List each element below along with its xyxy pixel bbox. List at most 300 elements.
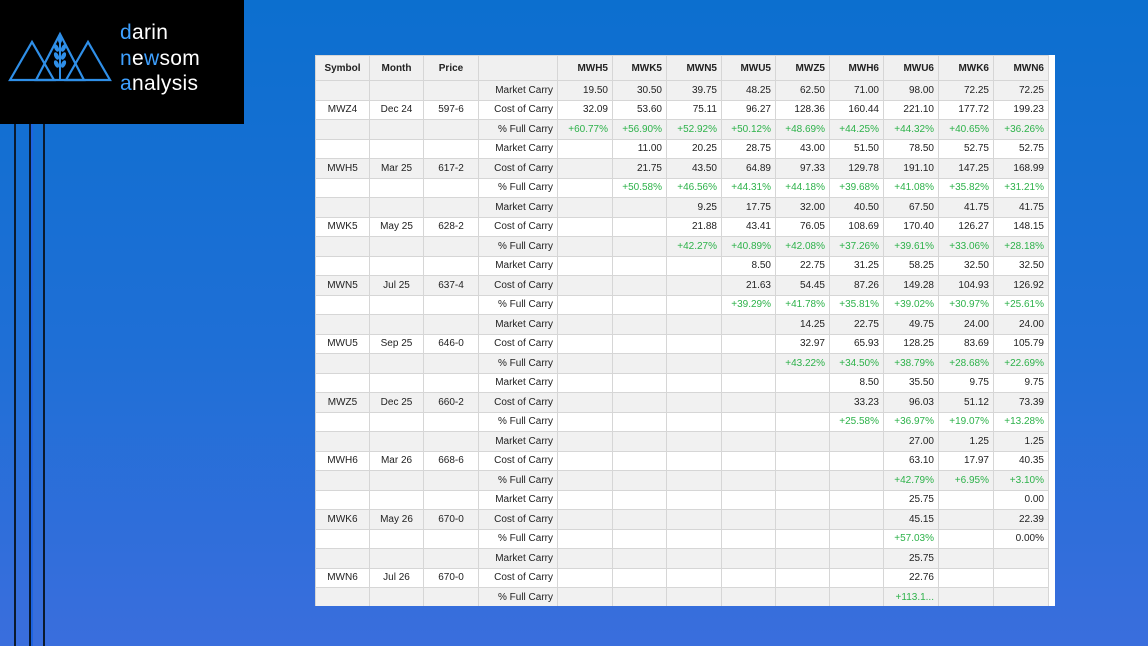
cell-value: 22.75	[776, 256, 830, 276]
cell-value: 25.75	[884, 490, 939, 510]
table-row	[316, 471, 1049, 491]
column-header: MWN6	[994, 56, 1049, 81]
cell-value: 78.50	[884, 139, 939, 159]
cell-price	[424, 549, 479, 569]
cell-metric-label: % Full Carry	[479, 354, 558, 374]
cell-symbol	[316, 120, 370, 140]
cell-value: 97.33	[776, 159, 830, 179]
brand-letter: d	[120, 21, 132, 44]
column-header: MWZ5	[776, 56, 830, 81]
cell-value: +40.65%	[939, 120, 994, 140]
table-row	[316, 354, 1049, 374]
cell-value	[558, 139, 613, 159]
cell-value	[667, 393, 722, 413]
table-row	[316, 120, 1049, 140]
cell-value: 40.50	[830, 198, 884, 218]
cell-value	[830, 451, 884, 471]
table-row	[316, 490, 1049, 510]
cell-price: 646-0	[424, 334, 479, 354]
cell-value: +36.97%	[884, 412, 939, 432]
cell-metric-label: % Full Carry	[479, 412, 558, 432]
cell-month	[370, 139, 424, 159]
cell-value	[830, 432, 884, 452]
cell-value: +6.95%	[939, 471, 994, 491]
cell-value: 62.50	[776, 81, 830, 101]
cell-value	[830, 588, 884, 607]
cell-month	[370, 529, 424, 549]
cell-month	[370, 315, 424, 335]
cell-value: 43.50	[667, 159, 722, 179]
cell-price	[424, 139, 479, 159]
cell-month: Dec 25	[370, 393, 424, 413]
column-header-metric	[479, 56, 558, 81]
cell-symbol	[316, 315, 370, 335]
cell-price	[424, 198, 479, 218]
cell-price	[424, 354, 479, 374]
cell-value	[722, 354, 776, 374]
cell-value: 126.92	[994, 276, 1049, 296]
cell-value: +41.08%	[884, 178, 939, 198]
cell-value: 20.25	[667, 139, 722, 159]
cell-month	[370, 354, 424, 374]
cell-value	[558, 529, 613, 549]
cell-value	[667, 510, 722, 530]
cell-value: +60.77%	[558, 120, 613, 140]
cell-value	[994, 588, 1049, 607]
cell-value: 9.75	[939, 373, 994, 393]
cell-value: 32.09	[558, 100, 613, 120]
cell-value: 199.23	[994, 100, 1049, 120]
cell-symbol	[316, 490, 370, 510]
cell-value	[558, 432, 613, 452]
cell-value: 33.23	[830, 393, 884, 413]
cell-price	[424, 120, 479, 140]
cell-value: 65.93	[830, 334, 884, 354]
cell-value: 30.50	[613, 81, 667, 101]
cell-value: 27.00	[884, 432, 939, 452]
cell-price	[424, 295, 479, 315]
cell-value	[776, 471, 830, 491]
cell-value: +19.07%	[939, 412, 994, 432]
cell-value: 75.11	[667, 100, 722, 120]
cell-value	[830, 529, 884, 549]
cell-value: 72.25	[994, 81, 1049, 101]
cell-value: 67.50	[884, 198, 939, 218]
cell-value	[667, 529, 722, 549]
cell-value: 53.60	[613, 100, 667, 120]
column-header: MWH6	[830, 56, 884, 81]
cell-value: +48.69%	[776, 120, 830, 140]
cell-value	[558, 568, 613, 588]
cell-value	[558, 354, 613, 374]
cell-value: +39.02%	[884, 295, 939, 315]
carry-table	[315, 55, 1049, 606]
brand-letter: w	[143, 46, 160, 70]
cell-value: +39.61%	[884, 237, 939, 257]
cell-month: Mar 25	[370, 159, 424, 179]
brand-line-1	[120, 20, 200, 46]
cell-metric-label: Cost of Carry	[479, 159, 558, 179]
cell-value	[613, 490, 667, 510]
cell-value: 19.50	[558, 81, 613, 101]
cell-metric-label: Market Carry	[479, 490, 558, 510]
cell-metric-label: % Full Carry	[479, 529, 558, 549]
cell-value: 147.25	[939, 159, 994, 179]
cell-value: +44.18%	[776, 178, 830, 198]
cell-value	[613, 354, 667, 374]
cell-metric-label: % Full Carry	[479, 471, 558, 491]
cell-value: 83.69	[939, 334, 994, 354]
cell-value	[667, 354, 722, 374]
cell-month: May 26	[370, 510, 424, 530]
column-header: Month	[370, 56, 424, 81]
cell-value	[830, 510, 884, 530]
table-row	[316, 412, 1049, 432]
cell-value	[722, 393, 776, 413]
table-row	[316, 159, 1049, 179]
cell-value	[558, 217, 613, 237]
cell-value	[558, 334, 613, 354]
table-row	[316, 198, 1049, 218]
cell-symbol	[316, 373, 370, 393]
cell-value	[722, 334, 776, 354]
cell-value: 11.00	[613, 139, 667, 159]
cell-value: +37.26%	[830, 237, 884, 257]
table-row	[316, 315, 1049, 335]
cell-value	[613, 432, 667, 452]
cell-value	[776, 529, 830, 549]
cell-value: 17.97	[939, 451, 994, 471]
cell-price: 628-2	[424, 217, 479, 237]
column-header: MWN5	[667, 56, 722, 81]
cell-value: 104.93	[939, 276, 994, 296]
cell-value: +113.1...	[884, 588, 939, 607]
cell-symbol: MWZ4	[316, 100, 370, 120]
cell-symbol	[316, 549, 370, 569]
cell-metric-label: % Full Carry	[479, 588, 558, 607]
cell-value: 170.40	[884, 217, 939, 237]
cell-month	[370, 373, 424, 393]
cell-value	[667, 451, 722, 471]
cell-symbol: MWU5	[316, 334, 370, 354]
cell-value: +41.78%	[776, 295, 830, 315]
cell-value	[613, 471, 667, 491]
cell-value	[558, 490, 613, 510]
cell-value: +30.97%	[939, 295, 994, 315]
cell-value: +56.90%	[613, 120, 667, 140]
cell-price: 670-0	[424, 568, 479, 588]
cell-value: +39.29%	[722, 295, 776, 315]
cell-value	[558, 198, 613, 218]
cell-value: +44.25%	[830, 120, 884, 140]
cell-month: May 25	[370, 217, 424, 237]
cell-metric-label: Cost of Carry	[479, 334, 558, 354]
brand-letter: a	[120, 72, 132, 95]
cell-symbol	[316, 237, 370, 257]
brand-logo	[0, 0, 244, 124]
table-row	[316, 295, 1049, 315]
table-row	[316, 451, 1049, 471]
brand-name	[120, 20, 200, 97]
cell-metric-label: Cost of Carry	[479, 276, 558, 296]
table-row	[316, 568, 1049, 588]
cell-metric-label: Cost of Carry	[479, 568, 558, 588]
cell-value	[613, 549, 667, 569]
cell-month: Mar 26	[370, 451, 424, 471]
cell-symbol: MWH5	[316, 159, 370, 179]
cell-symbol	[316, 471, 370, 491]
cell-symbol	[316, 432, 370, 452]
cell-price: 617-2	[424, 159, 479, 179]
cell-value	[613, 198, 667, 218]
table-row	[316, 178, 1049, 198]
brand-letter: n	[120, 46, 132, 70]
cell-value: 160.44	[830, 100, 884, 120]
cell-value	[722, 588, 776, 607]
cell-value: +3.10%	[994, 471, 1049, 491]
cell-value: +42.79%	[884, 471, 939, 491]
cell-value	[613, 568, 667, 588]
cell-value	[776, 490, 830, 510]
table-row	[316, 276, 1049, 296]
cell-value: +42.08%	[776, 237, 830, 257]
cell-metric-label: Cost of Carry	[479, 100, 558, 120]
cell-metric-label: Market Carry	[479, 198, 558, 218]
cell-value	[558, 451, 613, 471]
cell-value: 28.75	[722, 139, 776, 159]
cell-value: 52.75	[939, 139, 994, 159]
cell-month: Dec 24	[370, 100, 424, 120]
cell-value: 148.15	[994, 217, 1049, 237]
cell-symbol	[316, 139, 370, 159]
cell-value: +31.21%	[994, 178, 1049, 198]
cell-month: Jul 25	[370, 276, 424, 296]
cell-value: 24.00	[994, 315, 1049, 335]
cell-value	[939, 490, 994, 510]
cell-price	[424, 237, 479, 257]
cell-value: 41.75	[939, 198, 994, 218]
table-row	[316, 237, 1049, 257]
cell-symbol	[316, 256, 370, 276]
cell-value: 39.75	[667, 81, 722, 101]
wheat-mountains-icon	[8, 28, 112, 84]
cell-value: 58.25	[884, 256, 939, 276]
cell-month	[370, 471, 424, 491]
cell-value: 128.25	[884, 334, 939, 354]
cell-price: 668-6	[424, 451, 479, 471]
cell-value: 43.00	[776, 139, 830, 159]
cell-symbol: MWK5	[316, 217, 370, 237]
cell-value	[558, 588, 613, 607]
cell-value	[830, 568, 884, 588]
cell-value	[667, 412, 722, 432]
cell-value: 129.78	[830, 159, 884, 179]
cell-metric-label: Cost of Carry	[479, 217, 558, 237]
cell-value	[613, 334, 667, 354]
table-body	[316, 81, 1049, 607]
cell-value	[558, 510, 613, 530]
cell-value: 96.27	[722, 100, 776, 120]
cell-month	[370, 549, 424, 569]
cell-value	[613, 295, 667, 315]
cell-value	[613, 237, 667, 257]
cell-value: 41.75	[994, 198, 1049, 218]
cell-value: 52.75	[994, 139, 1049, 159]
cell-value	[776, 568, 830, 588]
column-header: Price	[424, 56, 479, 81]
table-row	[316, 373, 1049, 393]
cell-value	[558, 159, 613, 179]
cell-value	[558, 295, 613, 315]
cell-value: 71.00	[830, 81, 884, 101]
cell-value: +50.58%	[613, 178, 667, 198]
cell-value: 72.25	[939, 81, 994, 101]
cell-value	[776, 510, 830, 530]
cell-metric-label: Market Carry	[479, 373, 558, 393]
cell-value	[776, 451, 830, 471]
brand-line-2	[120, 46, 200, 72]
cell-value: +44.32%	[884, 120, 939, 140]
cell-value	[939, 510, 994, 530]
carry-table-panel	[315, 55, 1055, 606]
cell-value: +13.28%	[994, 412, 1049, 432]
cell-value	[722, 412, 776, 432]
cell-value: 63.10	[884, 451, 939, 471]
cell-value: 105.79	[994, 334, 1049, 354]
cell-value	[776, 393, 830, 413]
cell-metric-label: Cost of Carry	[479, 510, 558, 530]
cell-value: +44.31%	[722, 178, 776, 198]
cell-value	[667, 471, 722, 491]
cell-price: 660-2	[424, 393, 479, 413]
cell-symbol	[316, 529, 370, 549]
table-header-row	[316, 56, 1049, 81]
cell-value	[613, 217, 667, 237]
cell-value	[722, 510, 776, 530]
cell-metric-label: Market Carry	[479, 256, 558, 276]
cell-value	[558, 393, 613, 413]
cell-value: +28.18%	[994, 237, 1049, 257]
cell-metric-label: % Full Carry	[479, 295, 558, 315]
cell-price	[424, 412, 479, 432]
cell-month	[370, 588, 424, 607]
cell-value	[667, 588, 722, 607]
cell-value: 54.45	[776, 276, 830, 296]
cell-value: 177.72	[939, 100, 994, 120]
cell-value	[776, 412, 830, 432]
cell-price: 670-0	[424, 510, 479, 530]
cell-month	[370, 412, 424, 432]
table-row	[316, 393, 1049, 413]
cell-symbol	[316, 588, 370, 607]
brand-text: nalysis	[131, 72, 199, 95]
cell-value	[667, 276, 722, 296]
cell-price	[424, 81, 479, 101]
cell-value	[994, 568, 1049, 588]
cell-value: 22.76	[884, 568, 939, 588]
cell-value: +35.81%	[830, 295, 884, 315]
cell-value	[667, 256, 722, 276]
cell-value	[558, 412, 613, 432]
cell-value	[939, 529, 994, 549]
cell-value	[667, 549, 722, 569]
cell-symbol	[316, 198, 370, 218]
cell-value: 51.50	[830, 139, 884, 159]
cell-value: +28.68%	[939, 354, 994, 374]
cell-value: 8.50	[722, 256, 776, 276]
cell-value: 9.75	[994, 373, 1049, 393]
cell-value	[722, 451, 776, 471]
cell-value	[667, 373, 722, 393]
table-row	[316, 432, 1049, 452]
cell-value	[613, 315, 667, 335]
cell-value	[558, 178, 613, 198]
cell-value: 43.41	[722, 217, 776, 237]
cell-month	[370, 81, 424, 101]
cell-value: +35.82%	[939, 178, 994, 198]
cell-value: 98.00	[884, 81, 939, 101]
cell-value	[722, 432, 776, 452]
cell-metric-label: % Full Carry	[479, 178, 558, 198]
cell-value	[776, 588, 830, 607]
cell-metric-label: Market Carry	[479, 139, 558, 159]
cell-value	[667, 334, 722, 354]
cell-value: +40.89%	[722, 237, 776, 257]
cell-symbol: MWN6	[316, 568, 370, 588]
cell-value: 35.50	[884, 373, 939, 393]
cell-value: +38.79%	[884, 354, 939, 374]
cell-value	[558, 256, 613, 276]
cell-value	[667, 432, 722, 452]
cell-value: 221.10	[884, 100, 939, 120]
cell-value: 31.25	[830, 256, 884, 276]
cell-value: 14.25	[776, 315, 830, 335]
column-header: MWU6	[884, 56, 939, 81]
table-row	[316, 81, 1049, 101]
cell-value	[558, 373, 613, 393]
cell-value: 76.05	[776, 217, 830, 237]
cell-price	[424, 315, 479, 335]
cell-value	[939, 588, 994, 607]
cell-value	[722, 529, 776, 549]
cell-price	[424, 178, 479, 198]
cell-price	[424, 588, 479, 607]
cell-value	[558, 315, 613, 335]
cell-value: 45.15	[884, 510, 939, 530]
cell-metric-label: Market Carry	[479, 81, 558, 101]
cell-metric-label: Market Carry	[479, 432, 558, 452]
cell-value	[830, 549, 884, 569]
cell-value: 87.26	[830, 276, 884, 296]
cell-symbol	[316, 354, 370, 374]
cell-value: 8.50	[830, 373, 884, 393]
cell-value: 25.75	[884, 549, 939, 569]
cell-value	[667, 568, 722, 588]
cell-value: +34.50%	[830, 354, 884, 374]
cell-value: 51.12	[939, 393, 994, 413]
cell-price	[424, 471, 479, 491]
cell-value	[722, 568, 776, 588]
cell-month: Jul 26	[370, 568, 424, 588]
cell-symbol: MWN5	[316, 276, 370, 296]
cell-value: 21.63	[722, 276, 776, 296]
cell-value	[613, 373, 667, 393]
cell-month	[370, 490, 424, 510]
cell-value: 21.88	[667, 217, 722, 237]
cell-value: 126.27	[939, 217, 994, 237]
cell-price	[424, 373, 479, 393]
cell-value	[722, 549, 776, 569]
